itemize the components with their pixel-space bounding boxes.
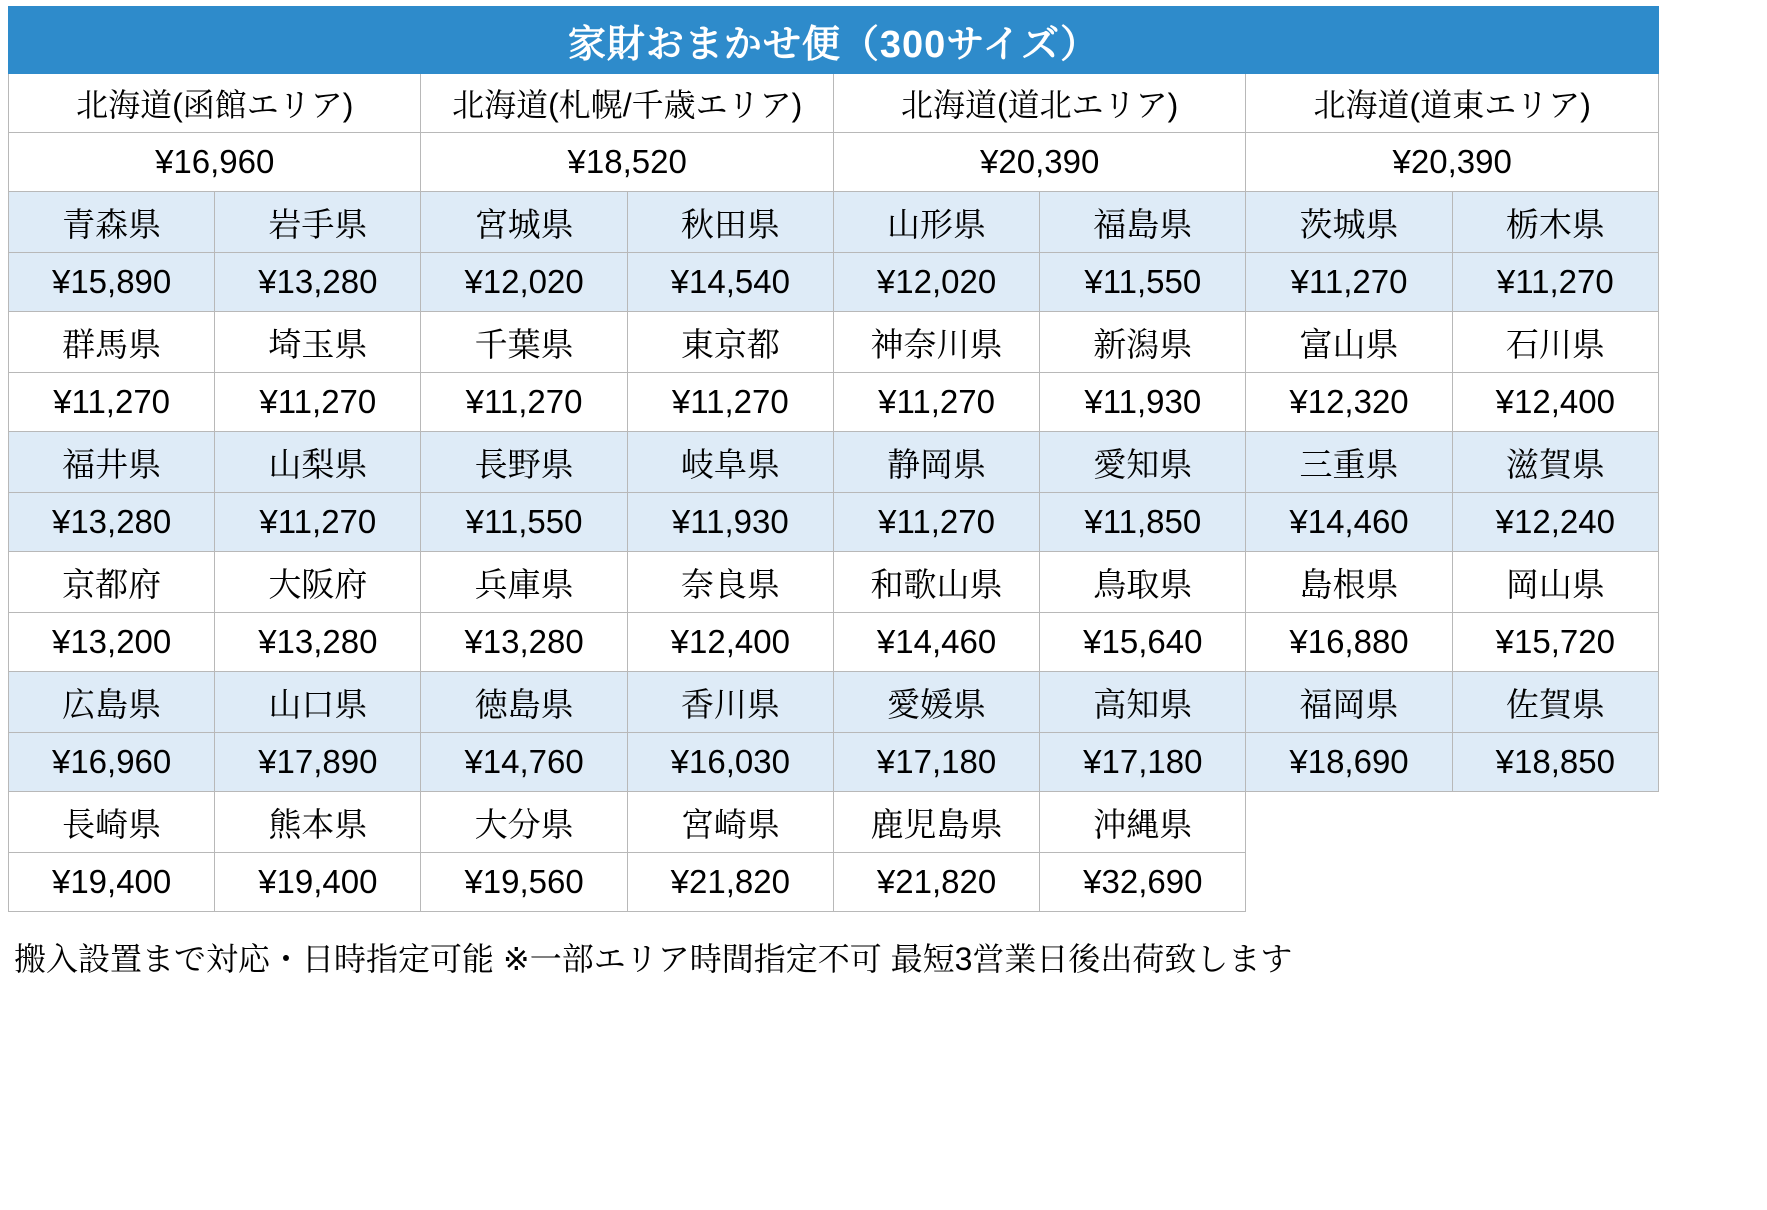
pref-price-cell: ¥11,550 [1040,253,1246,312]
pref-price-cell: ¥15,640 [1040,613,1246,672]
pref-name-row [9,432,1659,493]
pref-name-cell: 佐賀県 [1452,672,1658,733]
pref-price-cell: ¥12,400 [627,613,833,672]
pref-price-row [9,253,1659,312]
pref-name-cell: 福岡県 [1246,672,1452,733]
pref-price-cell: ¥13,280 [9,493,215,552]
pref-name-cell: 福井県 [9,432,215,493]
pref-name-cell: 富山県 [1246,312,1452,373]
pref-name-cell: 熊本県 [215,792,421,853]
pref-name-cell: 千葉県 [421,312,627,373]
pref-name-cell: 愛媛県 [833,672,1039,733]
pref-price-cell: ¥11,930 [627,493,833,552]
pref-name-cell: 鹿児島県 [833,792,1039,853]
pref-name-row [9,312,1659,373]
pref-name-cell: 栃木県 [1452,192,1658,253]
region-price-row [9,133,1659,192]
region-price-cell: ¥20,390 [833,133,1245,192]
pref-price-cell: ¥14,460 [833,613,1039,672]
pref-name-cell: 群馬県 [9,312,215,373]
region-name-cell: 北海道(札幌/千歳エリア) [421,74,833,133]
pref-price-cell: ¥12,020 [421,253,627,312]
title-row [9,7,1659,74]
pref-price-cell: ¥11,850 [1040,493,1246,552]
pref-name-cell: 岡山県 [1452,552,1658,613]
pref-name-cell: 宮城県 [421,192,627,253]
region-name-cell: 北海道(函館エリア) [9,74,421,133]
pref-price-cell: ¥17,890 [215,733,421,792]
pref-price-cell: ¥13,280 [215,613,421,672]
pref-price-cell: ¥14,540 [627,253,833,312]
pref-name-cell: 滋賀県 [1452,432,1658,493]
pref-price-row [9,613,1659,672]
pref-price-cell: ¥12,020 [833,253,1039,312]
pref-price-cell: ¥19,400 [9,853,215,912]
pref-price-cell: ¥11,270 [833,373,1039,432]
pref-price-cell: ¥12,400 [1452,373,1658,432]
pref-name-cell: 愛知県 [1040,432,1246,493]
empty-cell [1246,792,1452,853]
price-table-sheet [0,6,1767,1210]
pref-price-cell: ¥19,560 [421,853,627,912]
pref-name-cell: 大分県 [421,792,627,853]
pref-name-cell: 茨城県 [1246,192,1452,253]
pref-price-cell: ¥21,820 [627,853,833,912]
pref-price-cell: ¥15,720 [1452,613,1658,672]
pref-name-row [9,672,1659,733]
pref-name-cell: 沖縄県 [1040,792,1246,853]
pref-name-cell: 青森県 [9,192,215,253]
pref-name-cell: 静岡県 [833,432,1039,493]
pref-name-cell: 岐阜県 [627,432,833,493]
region-name-cell: 北海道(道北エリア) [833,74,1245,133]
pref-name-cell: 三重県 [1246,432,1452,493]
pref-name-cell: 長崎県 [9,792,215,853]
pref-price-cell: ¥17,180 [833,733,1039,792]
pref-price-cell: ¥16,960 [9,733,215,792]
pref-name-cell: 福島県 [1040,192,1246,253]
pref-name-cell: 高知県 [1040,672,1246,733]
pref-name-cell: 東京都 [627,312,833,373]
pref-name-cell: 兵庫県 [421,552,627,613]
pref-price-cell: ¥18,690 [1246,733,1452,792]
pref-price-cell: ¥11,270 [833,493,1039,552]
pref-price-cell: ¥13,280 [215,253,421,312]
pref-price-row [9,853,1659,912]
region-price-cell: ¥16,960 [9,133,421,192]
pref-price-cell: ¥11,270 [1246,253,1452,312]
pref-name-row [9,192,1659,253]
pref-name-cell: 神奈川県 [833,312,1039,373]
pref-price-cell: ¥21,820 [833,853,1039,912]
pref-price-cell: ¥15,890 [9,253,215,312]
page-title: 家財おまかせ便（300サイズ） [9,7,1659,74]
pref-name-cell: 大阪府 [215,552,421,613]
pref-name-cell: 鳥取県 [1040,552,1246,613]
pref-name-cell: 香川県 [627,672,833,733]
pref-price-cell: ¥11,270 [627,373,833,432]
pref-name-cell: 埼玉県 [215,312,421,373]
pref-price-row [9,493,1659,552]
pref-name-cell: 京都府 [9,552,215,613]
region-price-cell: ¥18,520 [421,133,833,192]
region-price-cell: ¥20,390 [1246,133,1659,192]
pref-price-row [9,373,1659,432]
pref-name-cell: 山口県 [215,672,421,733]
pref-price-cell: ¥11,550 [421,493,627,552]
pref-price-cell: ¥18,850 [1452,733,1658,792]
pref-name-cell: 石川県 [1452,312,1658,373]
pref-price-cell: ¥17,180 [1040,733,1246,792]
pref-name-cell: 島根県 [1246,552,1452,613]
region-name-cell: 北海道(道東エリア) [1246,74,1659,133]
pref-price-cell: ¥12,320 [1246,373,1452,432]
pref-name-cell: 新潟県 [1040,312,1246,373]
pref-name-cell: 徳島県 [421,672,627,733]
pref-price-cell: ¥11,270 [421,373,627,432]
footnote-text: 搬入設置まで対応・日時指定可能 ※一部エリア時間指定不可 最短3営業日後出荷致します [14,941,1293,977]
pref-name-cell: 岩手県 [215,192,421,253]
shipping-price-table [8,6,1659,912]
pref-price-cell: ¥11,270 [1452,253,1658,312]
pref-name-cell: 長野県 [421,432,627,493]
pref-name-cell: 秋田県 [627,192,833,253]
region-name-row [9,74,1659,133]
pref-price-cell: ¥11,270 [9,373,215,432]
pref-price-cell: ¥16,030 [627,733,833,792]
pref-name-cell: 山梨県 [215,432,421,493]
empty-cell [1452,792,1658,853]
pref-name-row [9,552,1659,613]
pref-name-row [9,792,1659,853]
empty-cell [1452,853,1658,912]
pref-price-cell: ¥11,270 [215,493,421,552]
empty-cell [1246,853,1452,912]
pref-price-cell: ¥14,760 [421,733,627,792]
pref-name-cell: 広島県 [9,672,215,733]
pref-price-cell: ¥14,460 [1246,493,1452,552]
pref-price-cell: ¥19,400 [215,853,421,912]
pref-price-cell: ¥32,690 [1040,853,1246,912]
pref-price-cell: ¥13,280 [421,613,627,672]
pref-name-cell: 和歌山県 [833,552,1039,613]
pref-name-cell: 宮崎県 [627,792,833,853]
pref-price-cell: ¥11,930 [1040,373,1246,432]
table-body [9,7,1659,912]
pref-price-cell: ¥11,270 [215,373,421,432]
pref-name-cell: 奈良県 [627,552,833,613]
pref-name-cell: 山形県 [833,192,1039,253]
pref-price-cell: ¥16,880 [1246,613,1452,672]
pref-price-cell: ¥13,200 [9,613,215,672]
pref-price-row [9,733,1659,792]
pref-price-cell: ¥12,240 [1452,493,1658,552]
